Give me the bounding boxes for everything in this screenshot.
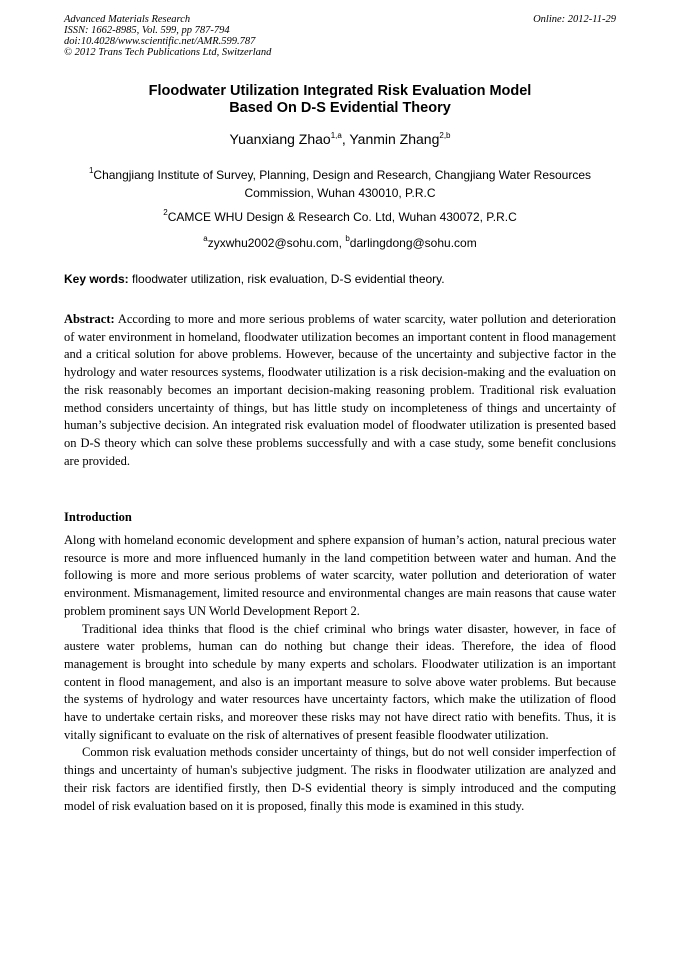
doi-line: doi:10.4028/www.scientific.net/AMR.599.787: [64, 36, 256, 47]
keywords-text: floodwater utilization, risk evaluation, D-S evidential theory.: [128, 272, 445, 286]
affiliation-2-superscript: 2: [163, 208, 168, 217]
title-line-1: Floodwater Utilization Integrated Risk Evaluation Model: [148, 83, 532, 99]
introduction-heading: Introduction: [64, 510, 132, 524]
intro-paragraph-2: Traditional idea thinks that flood is the chief criminal who brings water disaster, however, in face of austere water problems, human can do nothing but change their ideas. Therefore, the idea of flood management is brought into schedule by many experts and scholars. Floodwater utilization is an important content in flood management, and also is an important measure to solve above water problems. But because the systems of hydrology and water resources have uncertainty factors, which make the utilization of flood have to undertake certain risks, and moreover these risks may not have direct ratio with benefits. Thus, it is vitally significant to evaluate on the risk of alternatives of present feasible floodwater utilization.: [64, 621, 616, 742]
intro-paragraph-3: Common risk evaluation methods consider uncertainty of things, but do not well consider imperfection of things and uncertainty of human's subjective judgment. The risks in floodwater utilization are analyzed and their risk factors are identified firstly, then D-S evidential theory is simply introduced and the computing model of risk evaluation based on it is proposed, finally this mode is examined in this study.: [64, 745, 616, 813]
email-separator: ,: [338, 236, 346, 250]
email-a: zyxwhu2002@sohu.com: [207, 236, 339, 250]
keywords-label: Key words:: [64, 272, 129, 286]
affiliation-2: [64, 208, 616, 226]
paper-title: [64, 83, 616, 116]
affiliation-2-text: CAMCE WHU Design & Research Co. Ltd, Wuhan 430072, P.R.C: [167, 210, 517, 224]
journal-header: [64, 14, 616, 58]
author-2-superscript: 2,b: [439, 131, 451, 140]
author-1-name: Yuanxiang Zhao: [229, 131, 331, 147]
introduction-body: [64, 532, 616, 815]
abstract-text: According to more and more serious problems of water scarcity, water pollution and deterioration of water environment in homeland, floodwater utilization becomes an important content in flood management and a critical solution for above problems. However, because of the uncertainty and subjective factor in the hydrology and water resources systems, floodwater utilization is a risk decision-making and the evaluation on the risk reasonably becomes an important decision-making reasoning problem. Traditional risk evaluation method considers uncertainty of things, but has little study on incompleteness of things and uncertainty of human’s subjective decision. An integrated risk evaluation model of floodwater utilization is presented based on D-S theory which can solve these problems successfully and with a case study, some benefit conclusions are provided.: [64, 312, 616, 468]
email-line: [64, 234, 616, 252]
author-1-superscript: 1,a: [330, 131, 342, 140]
affiliation-1: [64, 166, 616, 202]
affiliation-1-superscript: 1: [88, 166, 94, 175]
keywords: [64, 272, 616, 286]
abstract-label: Abstract:: [64, 312, 115, 326]
affiliation-1-text: Changjiang Institute of Survey, Planning, Design and Research, Changjiang Water Resources Commission, Wuhan 430010, P.R.C: [93, 168, 592, 200]
email-b-superscript: b: [345, 234, 350, 243]
abstract: [64, 311, 616, 470]
email-a-superscript: a: [203, 234, 208, 243]
author-list: [64, 131, 616, 147]
copyright-line: © 2012 Trans Tech Publications Ltd, Switzerland: [64, 47, 272, 58]
author-separator: ,: [341, 131, 350, 147]
journal-name: Advanced Materials Research: [64, 14, 191, 25]
author-2-name: Yanmin Zhang: [349, 131, 440, 147]
intro-paragraph-1: Along with homeland economic development and sphere expansion of human’s action, natural precious water resource is more and more influenced humanly in the land competition between water and human. And the following is more and more serious problems of water scarcity, water pollution and deterioration of water environment. Mismanagement, limited resource and environmental changes are main reasons that cause water problem prominent says UN World Development Report 2.: [64, 533, 616, 618]
issn-line: ISSN: 1662-8985, Vol. 599, pp 787-794: [64, 25, 230, 36]
online-date: Online: 2012-11-29: [533, 14, 616, 25]
email-b: darlingdong@sohu.com: [349, 236, 477, 250]
title-line-2: Based On D-S Evidential Theory: [229, 99, 451, 116]
